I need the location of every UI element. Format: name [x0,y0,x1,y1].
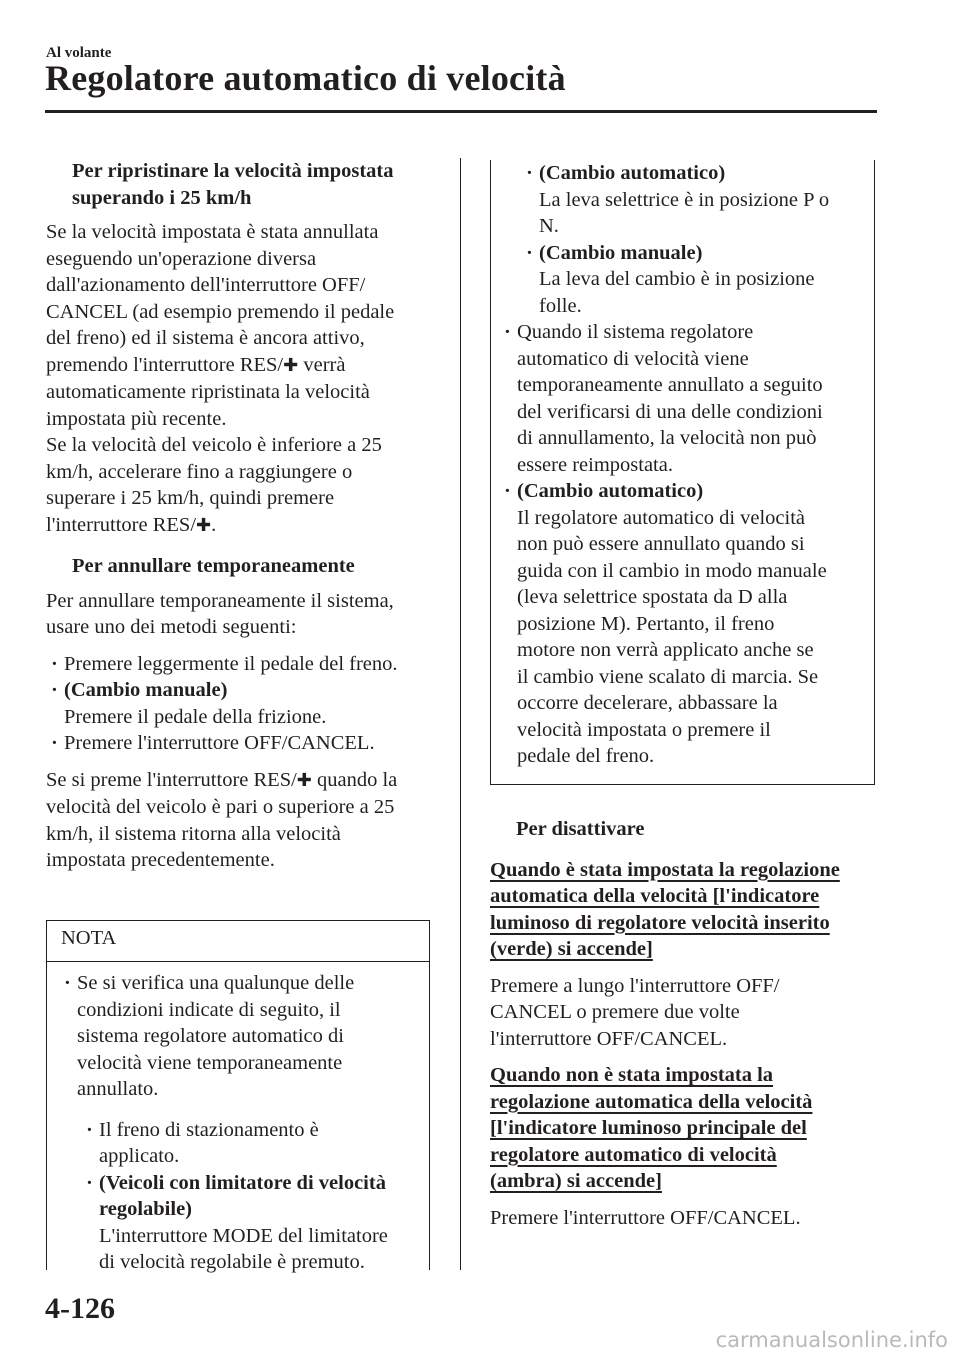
page-number: 4-126 [45,1292,115,1325]
list-item: · (Cambio automatico) La leva selettrice è in posizione P o N. [521,160,864,240]
plus-icon: ✚ [283,354,299,376]
list-item: · (Cambio manuale) La leva del cambio è in posizione folle. [521,240,864,320]
page-title: Regolatore automatico di velocità [45,58,566,98]
list-item: · (Veicoli con limitatore di velocità regolabile) L'interruttore MODE del limitatore di velocità regolabile è premuto. [81,1170,421,1276]
watermark: carmanualsonline.info [715,1328,948,1352]
condition-heading-not-set: Quando non è stata impostata la regolazione automatica della velocità [l'indicatore luminoso principale del regolatore automatico di velocità (ambra) si accende] [490,1064,813,1192]
instruction-set: Premere a lungo l'interruttore OFF/ CANCEL o premere due volte l'interruttore OFF/CANCEL. [490,974,780,1050]
list-item: · Quando il sistema regolatore automatico di velocità viene temporaneamente annullato a seguito del verificarsi di una delle condizioni di annullamento, la velocità non può essere reimpostata. [499,319,864,478]
note-box [46,920,430,1273]
title-rule [45,110,877,113]
list-item: · (Cambio manuale) Premere il pedale della frizione. [46,677,441,730]
condition-heading-set: Quando è stata impostata la regolazione automatica della velocità [l'indicatore luminoso di regolatore velocità inserito (verde) si accende] [490,858,840,960]
column-divider [460,158,461,1270]
left-column [46,158,441,884]
list-item: · Il freno di stazionamento è applicato. [81,1117,421,1170]
plus-icon: ✚ [296,769,312,791]
list-item: · Se si verifica una qualunque delle condizioni indicate di seguito, il sistema regolatore automatico di velocità viene temporaneamente annullato. [59,970,421,1103]
restore-heading: Per ripristinare la velocità impostata superando i 25 km/h [72,160,394,209]
deactivate-heading: Per disattivare [516,818,645,840]
restore-paragraph-1: Se la velocità impostata è stata annullata eseguendo un'operazione diversa dall'azionamento dell'interruttore OFF/ CANCEL (ad esempio premendo il pedale del freno) ed il sistema è ancora attivo, premendo l'interruttore RES/✚ verrà automaticamente ripristinata la velocità impostata più recente. Se la velocità del veicolo è inferiore a 25 km/h, accelerare fino a raggiungere o superare i 25 km/h, quindi premere l'interruttore RES/✚. [46,221,395,536]
list-item: · Premere leggermente il pedale del freno. [46,651,441,678]
list-item: · Premere l'interruttore OFF/CANCEL. [46,730,441,757]
deactivate-section [490,816,875,1241]
note-title: NOTA [47,921,429,962]
note-body [47,962,429,1276]
note-box-continued [490,160,875,785]
cancel-after-paragraph: Se si preme l'interruttore RES/✚ quando la velocità del veicolo è pari o superiore a 25 km/h, il sistema ritorna alla velocità impostata precedentemente. [46,768,398,871]
breadcrumb: Al volante [46,45,112,61]
cancel-heading: Per annullare temporaneamente [72,555,355,577]
list-item: · (Cambio automatico) Il regolatore automatico di velocità non può essere annullato quando si guida con il cambio in modo manuale (leva selettrice spostata da D alla posizione M). Pertanto, il freno motore non verrà applicato anche se il cambio viene scalato di marcia. Se occorre decelerare, abbassare la velocità impostata o premere il pedale del freno. [499,478,864,770]
cancel-methods-list [46,651,441,757]
instruction-not-set: Premere l'interruttore OFF/CANCEL. [490,1206,801,1229]
plus-icon: ✚ [196,514,212,536]
cancel-intro: Per annullare temporaneamente il sistema, usare uno dei metodi seguenti: [46,589,394,638]
